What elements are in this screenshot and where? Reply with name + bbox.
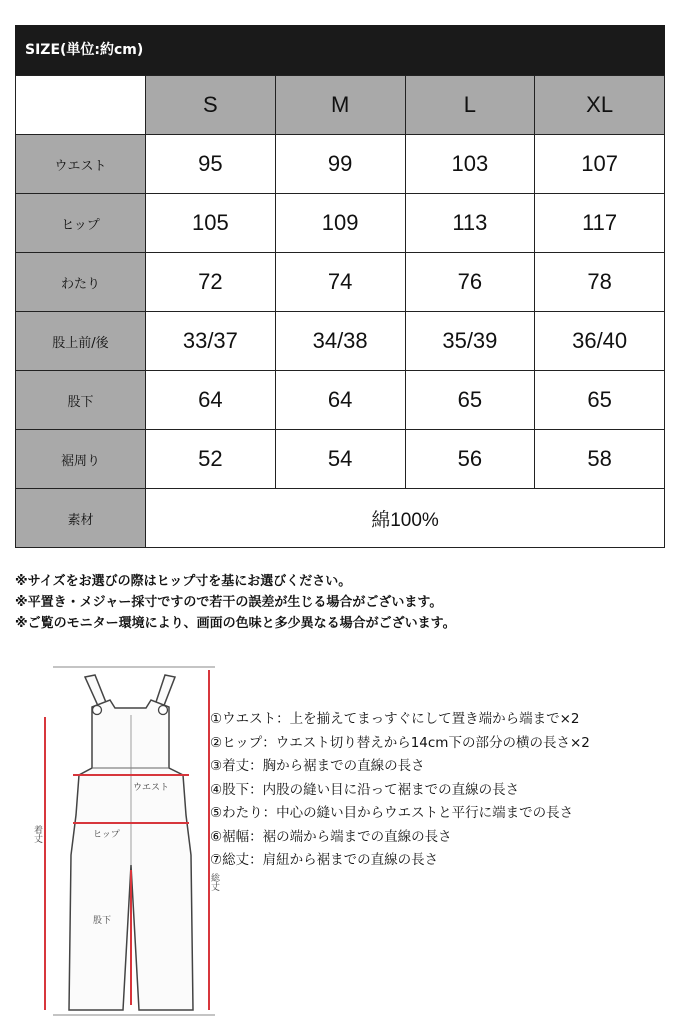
table-cell: 74 [275,253,405,312]
total-length-label: 総丈 [209,873,219,891]
table-cell: 33/37 [146,312,276,371]
table-cell: 54 [275,430,405,489]
table-row [16,135,665,194]
table-row [16,430,665,489]
size-header-l: L [405,76,535,135]
size-header-row [16,76,665,135]
overalls-measurement-diagram [15,655,230,1020]
hip-label: ヒップ [93,830,120,840]
row-label-inseam: 股下 [16,371,146,430]
table-cell: 52 [146,430,276,489]
table-cell: 95 [146,135,276,194]
table-cell: 64 [146,371,276,430]
legend-item: ③着丈：胸から裾までの直線の長さ [210,758,425,774]
note-line: ※サイズをお選びの際はヒップ寸を基にお選びください。 [15,574,352,589]
table-row [16,253,665,312]
table-cell: 36/40 [535,312,665,371]
table-cell: 34/38 [275,312,405,371]
row-label-hip: ヒップ [16,194,146,253]
table-cell: 65 [535,371,665,430]
bib-length-label: 着丈 [32,825,42,843]
table-row [16,312,665,371]
note-line: ※ご覧のモニター環境により、画面の色味と多少異なる場合がございます。 [15,616,456,631]
table-cell: 56 [405,430,535,489]
table-cell: 117 [535,194,665,253]
table-row [16,489,665,548]
table-cell: 78 [535,253,665,312]
table-cell: 35/39 [405,312,535,371]
size-header-xl: XL [535,76,665,135]
table-cell: 99 [275,135,405,194]
size-header-s: S [146,76,276,135]
legend-item: ⑤わたり：中心の縫い目からウエストと平行に端までの長さ [210,805,574,821]
table-cell: 105 [146,194,276,253]
size-header-m: M [275,76,405,135]
table-row [16,194,665,253]
button-icon [159,706,168,715]
row-label-hem: 裾周り [16,430,146,489]
legend-item: ②ヒップ：ウエスト切り替えから14cm下の部分の横の長さ×2 [210,734,590,751]
table-cell: 103 [405,135,535,194]
legend-item: ①ウエスト：上を揃えてまっすぐにして置き端から端まで×2 [210,711,580,727]
legend-item: ⑥裾幅：裾の端から端までの直線の長さ [210,828,452,845]
notes [15,571,456,634]
measurement-legend [210,708,590,873]
size-table [15,75,665,548]
row-label-waist: ウエスト [16,135,146,194]
table-cell: 107 [535,135,665,194]
table-cell: 109 [275,194,405,253]
note-line: ※平置き・メジャー採寸ですので若干の誤差が生じる場合がございます。 [15,595,443,610]
legend-item: ④股下：内股の縫い目に沿って裾までの直線の長さ [210,781,520,798]
table-cell: 58 [535,430,665,489]
row-label-thigh: わたり [16,253,146,312]
table-cell: 72 [146,253,276,312]
table-cell: 76 [405,253,535,312]
table-cell: 113 [405,194,535,253]
waist-label: ウエスト [133,783,170,793]
table-cell: 64 [275,371,405,430]
legend-item: ⑦総丈：肩紐から裾までの直線の長さ [210,852,439,868]
table-cell: 65 [405,371,535,430]
corner-cell [16,76,146,135]
row-label-material: 素材 [16,489,146,548]
size-table-title: SIZE(単位:約cm) [15,25,665,75]
button-icon [93,706,102,715]
inseam-label: 股下 [93,916,112,926]
material-value: 綿100% [146,489,665,548]
row-label-rise: 股上前/後 [16,312,146,371]
table-row [16,371,665,430]
